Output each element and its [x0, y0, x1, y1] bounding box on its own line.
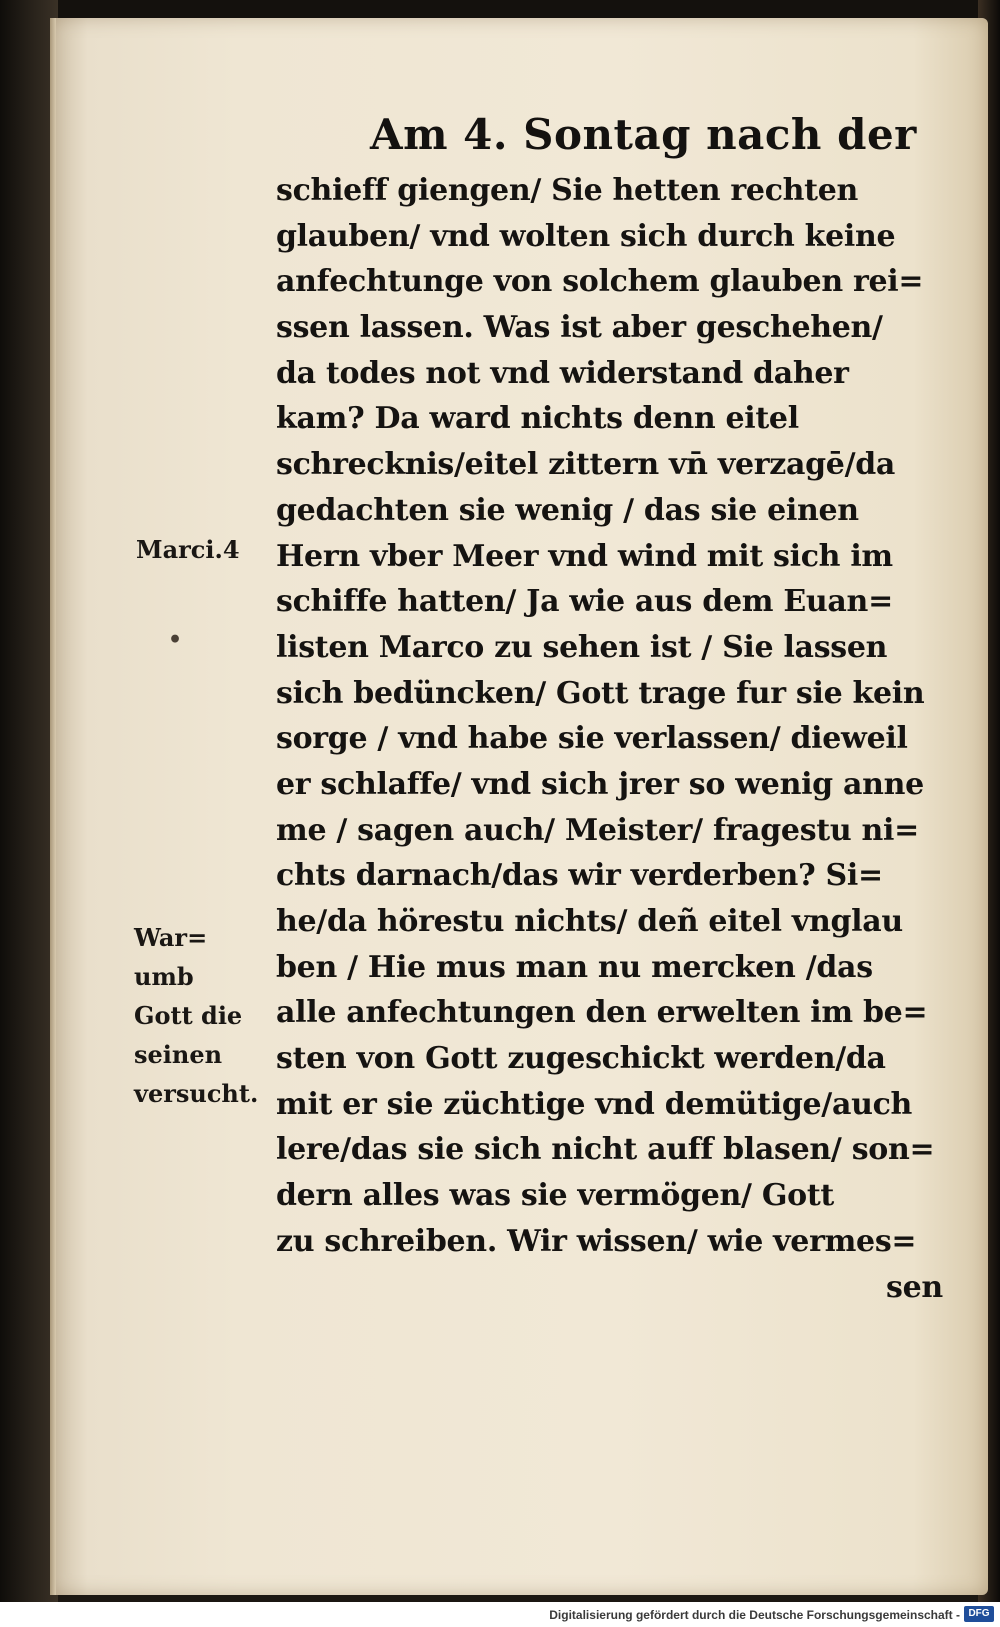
text-line: sich bedüncken/ Gott trage fur sie kein: [276, 675, 925, 711]
text-line: schiffe hatten/ Ja wie aus dem Euan=: [276, 584, 893, 620]
text-line: ben / Hie mus man nu mercken /das: [276, 949, 873, 985]
funding-credit: Digitalisierung gefördert durch die Deutsche Forschungsgemeinschaft -: [549, 1608, 960, 1622]
dfg-logo-icon: DFG: [964, 1606, 994, 1622]
text-line: schrecknis/eitel zittern vn̄ verzagē/da: [276, 447, 896, 483]
text-line: er schlaffe/ vnd sich jrer so wenig anne: [276, 766, 924, 802]
margin-note-warumb: [134, 918, 258, 1113]
text-line: sten von Gott zugeschickt werden/da: [276, 1041, 886, 1077]
text-line: sorge / vnd habe sie verlassen/ dieweil: [276, 721, 908, 757]
text-line: da todes not vnd widerstand daher: [276, 355, 849, 391]
text-line: alle anfechtungen den erwelten im be=: [276, 995, 928, 1031]
text-line: listen Marco zu sehen ist / Sie lassen: [276, 629, 888, 665]
body-text: [276, 168, 952, 1310]
text-line: dern alles was sie vermögen/ Gott: [276, 1178, 834, 1214]
margin-note-line: umb: [134, 962, 194, 991]
margin-note-marci: Marci.4: [136, 535, 240, 564]
text-line: he/da hörestu nichts/ deñ eitel vnglau: [276, 904, 903, 939]
margin-dot: •: [168, 627, 183, 653]
text-line: ssen lassen. Was ist aber geschehen/: [276, 310, 883, 346]
running-header: Am 4. Sontag nach der: [370, 110, 917, 159]
text-line: me / sagen auch/ Meister/ fragestu ni=: [276, 812, 919, 848]
text-line: schieff giengen/ Sie hetten rechten: [276, 173, 859, 208]
text-line: Hern vber Meer vnd wind mit sich im: [276, 538, 893, 574]
text-line: chts darnach/das wir verderben? Si=: [276, 858, 883, 894]
text-line: glauben/ vnd wolten sich durch keine: [276, 218, 896, 254]
text-line: lere/das sie sich nicht auff blasen/ son=: [276, 1132, 935, 1168]
margin-note-line: versucht.: [134, 1079, 259, 1108]
text-line: mit er sie züchtige vnd demütige/auch: [276, 1086, 913, 1122]
text-line: kam? Da ward nichts denn eitel: [276, 401, 799, 437]
text-line: zu schreiben. Wir wissen/ wie vermes=: [276, 1223, 917, 1259]
text-line: anfechtunge von solchem glauben rei=: [276, 264, 924, 300]
margin-note-line: War=: [134, 923, 208, 952]
text-line: gedachten sie wenig / das sie einen: [276, 492, 859, 528]
text-line: sen: [886, 1269, 943, 1305]
margin-note-line: Gott die: [134, 1001, 243, 1030]
margin-note-line: seinen: [134, 1040, 223, 1069]
page-gutter: [50, 18, 56, 1595]
